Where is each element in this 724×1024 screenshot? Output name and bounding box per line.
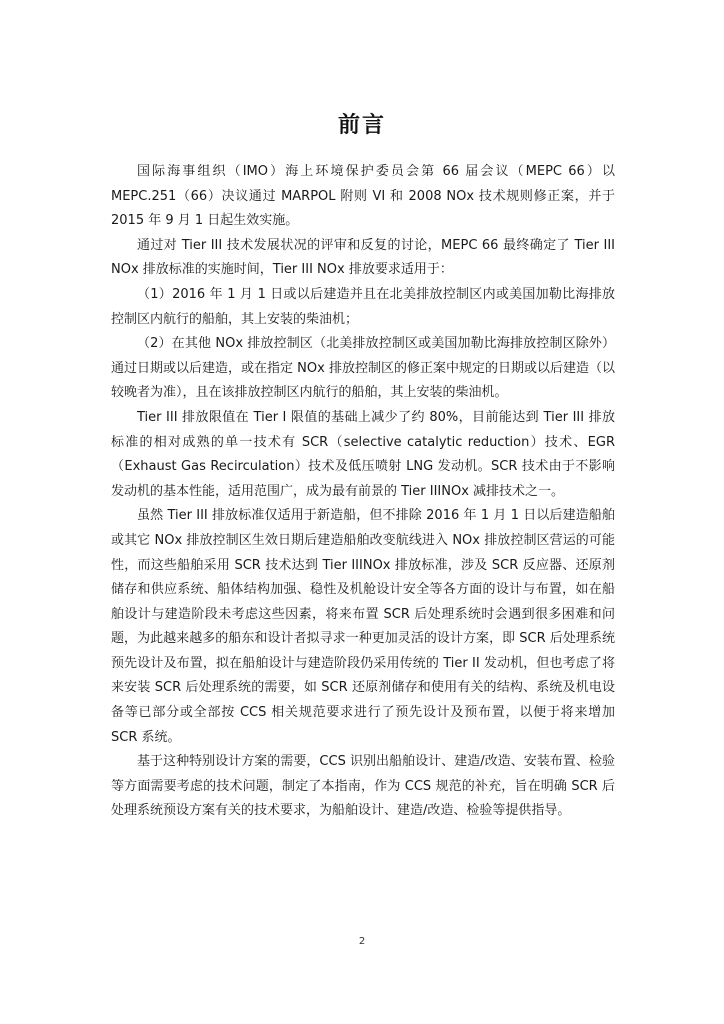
page-number: 2 bbox=[358, 936, 366, 947]
paragraph-4: （2）在其他 NOx 排放控制区（北美排放控制区或美国加勒比海排放控制区除外）通过日期或以后建造，或在指定 NOx 排放控制区的修正案中规定的日期或以后建造（以较晚者为准），且在该排放控制区内航行的船舶，其上安装的柴油机。 bbox=[111, 336, 615, 401]
paragraph-2: 通过对 Tier III 技术发展状况的评审和反复的讨论，MEPC 66 最终确定了 Tier III NOx 排放标准的实施时间，Tier III NOx 排放要求适用于： bbox=[111, 237, 615, 278]
paragraph-7: 基于这种特别设计方案的需要，CCS 识别出船舶设计、建造/改造、安装布置、检验等方面需要考虑的技术问题，制定了本指南，作为 CCS 规范的补充，旨在明确 SCR 后处理系统预设方案有关的技术要求，为船舶设计、建造/改造、检验等提供指导。 bbox=[111, 754, 615, 819]
paragraph-5: Tier III 排放限值在 Tier I 限值的基础上减少了约 80%，目前能达到 Tier III 排放标准的相对成熟的单一技术有 SCR（selective catalytic reduction）技术、EGR（Exhaust Gas Recirculation）技术及低压喷射 LNG 发动机。SCR 技术由于不影响发动机的基本性能，适用范围广，成为最有前景的 Tier IIINOx 减排技术之一。 bbox=[111, 409, 615, 499]
page-title: 前言 bbox=[337, 113, 386, 138]
paragraph-6: 虽然 Tier III 排放标准仅适用于新造船，但不排除 2016 年 1 月 1 日以后建造船舶或其它 NOx 排放控制区生效日期后建造船舶改变航线进入 NOx 排放控制区营运的可能性，而这些船舶采用 SCR 技术达到 Tier IIINOx 排放标准，涉及 SCR 反应器、还原剂储存和供应系统、船体结构加强、稳性及机舱设计安全等各方面的设计与布置，如在船舶设计与建造阶段未考虑这些因素，将来布置 SCR 后处理系统时会遇到很多困难和问题，为此越来越多的船东和设计者拟寻求一种更加灵活的设计方案，即 SCR 后处理系统预先设计及布置，拟在船舶设计与建造阶段仍采用传统的 Tier II 发动机，但也考虑了将来安装 SCR 后处理系统的需要，如 SCR 还原剂储存和使用有关的结构、系统及机电设备等已部分或全部按 CCS 相关规范要求进行了预先设计及预布置，以便于将来增加 SCR 系统。 bbox=[111, 508, 615, 745]
paragraph-1: 国际海事组织（IMO）海上环境保护委员会第 66 届会议（MEPC 66）以 MEPC.251（66）决议通过 MARPOL 附则 VI 和 2008 NOx 技术规则修正案，并于 2015 年 9 月 1 日起生效实施。 bbox=[111, 164, 615, 229]
paragraph-3: （1）2016 年 1 月 1 日或以后建造并且在北美排放控制区内或美国加勒比海排放控制区内航行的船舶，其上安装的柴油机； bbox=[111, 286, 615, 327]
body-text bbox=[111, 160, 615, 824]
